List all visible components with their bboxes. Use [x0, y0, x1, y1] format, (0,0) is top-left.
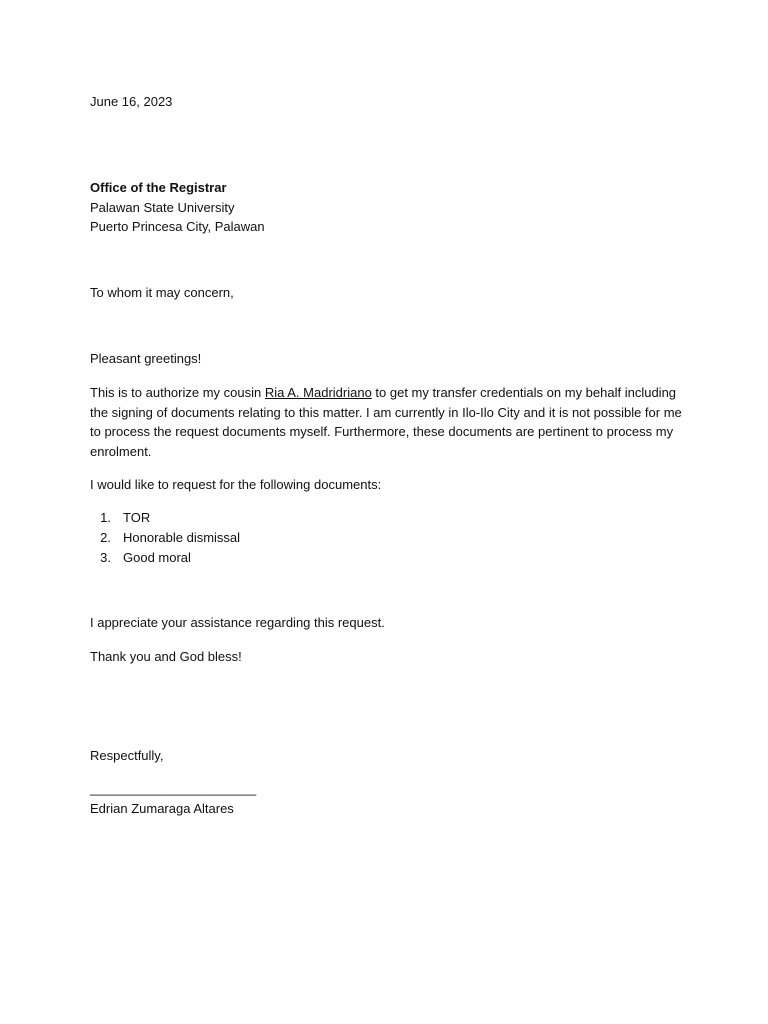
list-item-number: 1.: [100, 510, 111, 525]
salutation: To whom it may concern,: [90, 285, 234, 300]
list-item-label: Good moral: [123, 550, 191, 565]
closing: Respectfully,: [90, 748, 164, 763]
list-item-label: TOR: [123, 510, 151, 525]
greeting: Pleasant greetings!: [90, 351, 202, 366]
body-line-2: the signing of documents relating to this matter. I am currently in Ilo-Ilo City and it is not possible for me: [90, 404, 682, 420]
appreciation-line: I appreciate your assistance regarding this request.: [90, 615, 385, 630]
request-intro: I would like to request for the following documents:: [90, 477, 382, 492]
letter-date: June 16, 2023: [90, 94, 173, 109]
signature-line: _______________________: [90, 781, 257, 796]
body-line-1-end: to get my transfer credentials on my behalf including: [371, 385, 677, 400]
body-line-3: to process the request documents myself. Furthermore, these documents are pertinent to process my: [90, 424, 674, 440]
body-line-1-start: This is to authorize my cousin: [90, 385, 265, 400]
list-item-number: 3.: [100, 550, 111, 565]
body-line-1: [90, 383, 680, 403]
list-item: [90, 548, 191, 568]
thanks-line: Thank you and God bless!: [90, 649, 242, 664]
body-paragraph: [90, 383, 680, 461]
recipient-institution: Palawan State University: [90, 199, 235, 215]
authorized-person-name: Ria A. Madridriano: [264, 385, 372, 400]
list-item: [90, 508, 150, 528]
body-line-4: enrolment.: [90, 443, 152, 459]
signatory-name: Edrian Zumaraga Altares: [90, 800, 234, 816]
recipient-address: Puerto Princesa City, Palawan: [90, 219, 265, 234]
list-item: [90, 528, 240, 548]
list-item-label: Honorable dismissal: [123, 529, 241, 545]
recipient-office: Office of the Registrar: [90, 180, 227, 195]
list-item-number: 2.: [100, 529, 111, 545]
